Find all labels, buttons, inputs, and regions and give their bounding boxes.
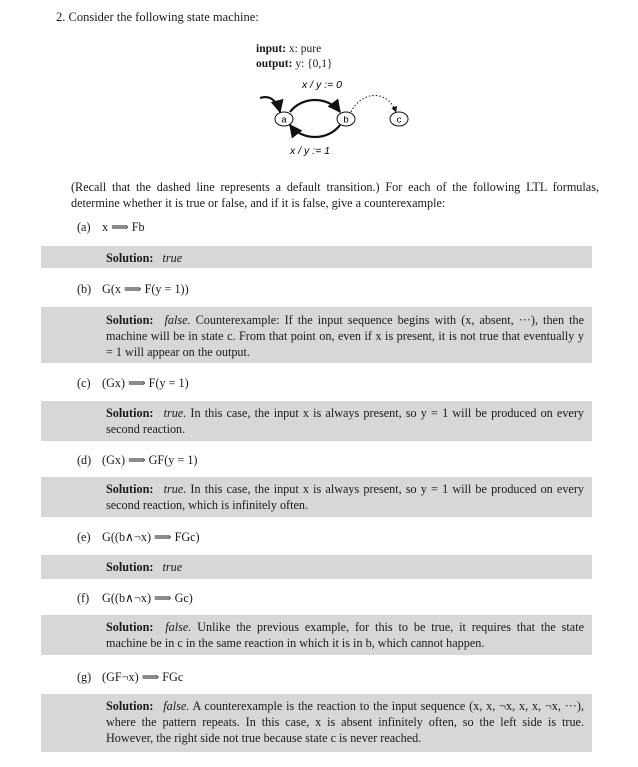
part-a [77, 220, 145, 235]
solution-text: Counterexample: If the input sequence begins with (x, absent, ···), then the machine will be in state c. From that point on, even if x is present, it is not true that eventually y = 1 will appear on the output. [106, 313, 584, 359]
part-f [77, 591, 193, 606]
instructions-paragraph: (Recall that the dashed line represents a default transition.) For each of the following LTL formulas, determine whether it is true or false, and if it is false, give a counterexample: [71, 180, 599, 210]
output-spec [256, 58, 333, 70]
solution-label: Solution: [106, 406, 154, 420]
part-label: (c) [77, 376, 91, 390]
part-label: (a) [77, 220, 91, 234]
solution-text: Unlike the previous example, for this to be true, it requires that the state machine be in c in the same reaction in which it is in b, which cannot happen. [106, 620, 585, 650]
solution-b [41, 307, 592, 363]
solution-f [41, 615, 592, 655]
solution-label: Solution: [106, 560, 154, 574]
solution-label: Solution: [106, 620, 154, 634]
bottom-transition-label: x / y := 1 [290, 145, 330, 157]
solution-label: Solution: [106, 699, 154, 713]
input-spec [256, 43, 321, 55]
part-c [77, 376, 189, 391]
state-c-label: c [396, 114, 402, 126]
solution-verdict: true. [163, 482, 187, 496]
part-formula: x ⟹ Fb [102, 220, 145, 234]
part-e [77, 530, 200, 545]
initial-arrow [260, 97, 280, 112]
part-formula: (Gx) ⟹ F(y = 1) [102, 376, 189, 390]
solution-label: Solution: [106, 251, 154, 265]
solution-g [41, 694, 592, 752]
state-b [337, 112, 355, 126]
part-label: (e) [77, 530, 91, 544]
input-label: input: [256, 43, 287, 55]
transition-a-to-b [290, 100, 340, 112]
problem-statement: Consider the following state machine: [68, 10, 259, 24]
default-transition-b-to-c [351, 96, 396, 113]
solution-text: In this case, the input x is always present, so y = 1 will be produced on every second reaction. [106, 406, 584, 436]
solution-verdict: true [162, 560, 183, 574]
part-formula: G((b∧¬x) ⟹ FGc) [102, 530, 200, 544]
part-formula: G((b∧¬x) ⟹ Gc) [102, 591, 193, 605]
solution-label: Solution: [106, 313, 154, 327]
part-d [77, 453, 197, 468]
part-formula: (GF¬x) ⟹ FGc [102, 670, 184, 684]
solution-verdict: false. [165, 620, 192, 634]
top-transition-label: x / y := 0 [302, 79, 342, 91]
output-label: output: [256, 58, 293, 70]
solution-a [41, 246, 592, 268]
problem-header [56, 10, 259, 25]
state-a-label: a [281, 114, 287, 126]
part-b [77, 282, 189, 297]
part-label: (g) [77, 670, 92, 684]
part-label: (f) [77, 591, 90, 605]
input-value: x: pure [288, 43, 322, 55]
solution-label: Solution: [106, 482, 154, 496]
part-g [77, 670, 183, 685]
solution-verdict: false. [164, 313, 191, 327]
solution-verdict: false. [163, 699, 190, 713]
solution-d [41, 477, 592, 517]
part-label: (d) [77, 453, 92, 467]
solution-verdict: true [162, 251, 183, 265]
transition-b-to-a [290, 125, 340, 137]
state-a [275, 112, 293, 126]
part-formula: (Gx) ⟹ GF(y = 1) [102, 453, 198, 467]
solution-e [41, 555, 592, 579]
state-c [390, 112, 408, 126]
solution-text: In this case, the input x is always present, so y = 1 will be produced on every second reaction, which is infinitely often. [106, 482, 584, 512]
solution-text: A counterexample is the reaction to the input sequence (x, x, ¬x, x, x, ¬x, ···), where the pattern repeats. In this case, x is absent infinitely often, so the left side is true. However, the right side not true because state c is never reached. [106, 699, 585, 745]
solution-c [41, 401, 592, 441]
part-label: (b) [77, 282, 92, 296]
output-value: y: {0,1} [295, 58, 333, 70]
state-b-label: b [343, 114, 349, 126]
state-machine-diagram [240, 72, 430, 162]
solution-verdict: true. [163, 406, 187, 420]
part-formula: G(x ⟹ F(y = 1)) [102, 282, 189, 296]
problem-number: 2. [56, 10, 66, 24]
